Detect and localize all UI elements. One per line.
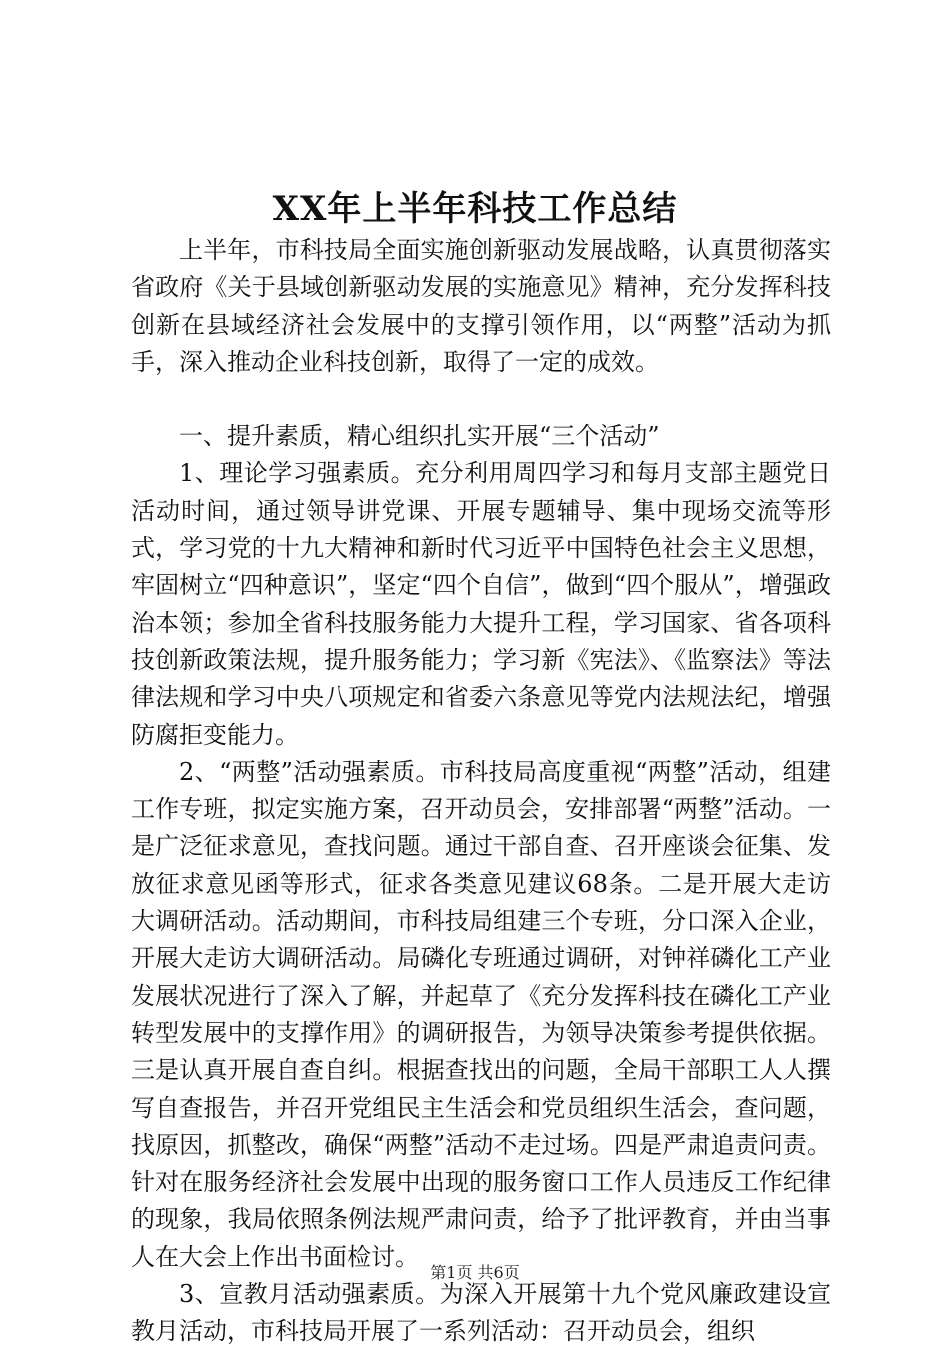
paragraph-item-3: 3、宣教月活动强素质。为深入开展第十九个党风廉政建设宣教月活动，市科技局开展了一系列活动：召开动员会，组织 xyxy=(131,1280,831,1346)
paragraph-intro: 上半年，市科技局全面实施创新驱动发展战略，认真贯彻落实省政府《关于县域创新驱动发展的实施意见》精神，充分发挥科技创新在县域经济社会发展中的支撑引领作用，以“两整”活动为抓手，深入推动企业科技创新，取得了一定的成效。 xyxy=(131,236,831,376)
paragraph-item-1: 1、理论学习强素质。充分利用周四学习和每月支部主题党日活动时间，通过领导讲党课、开展专题辅导、集中现场交流等形式，学习党的十九大精神和新时代习近平中国特色社会主义思想，牢固树立“四种意识”，坚定“四个自信”，做到“四个服从”，增强政治本领；参加全省科技服务能力大提升工程，学习国家、省各项科技创新政策法规，提升服务能力；学习新《宪法》、《监察法》等法律法规和学习中央八项规定和省委六条意见等党内法规法纪，增强防腐拒变能力。 xyxy=(131,459,831,749)
section-heading: 一、提升素质，精心组织扎实开展“三个活动” xyxy=(179,422,660,451)
page-footer: 第1页 共6页 xyxy=(430,1263,520,1282)
document-body xyxy=(131,232,831,1351)
document-title: XX年上半年科技工作总结 xyxy=(272,189,678,229)
paragraph-item-2: 2、“两整”活动强素质。市科技局高度重视“两整”活动，组建工作专班，拟定实施方案，召开动员会，安排部署“两整”活动。一是广泛征求意见，查找问题。通过干部自查、召开座谈会征集、发放征求意见函等形式，征求各类意见建议68条。二是开展大走访大调研活动。活动期间，市科技局组建三个专班，分口深入企业，开展大走访大调研活动。局磷化专班通过调研，对钟祥磷化工产业发展状况进行了深入了解，并起草了《充分发挥科技在磷化工产业转型发展中的支撑作用》的调研报告，为领导决策参考提供依据。三是认真开展自查自纠。根据查找出的问题，全局干部职工人人撰写自查报告，并召开党组民主生活会和党员组织生活会，查问题，找原因，抓整改，确保“两整”活动不走过场。四是严肃追责问责。针对在服务经济社会发展中出现的服务窗口工作人员违反工作纪律的现象，我局依照条例法规严肃问责，给予了批评教育，并由当事人在大会上作出书面检讨。 xyxy=(131,757,831,1271)
